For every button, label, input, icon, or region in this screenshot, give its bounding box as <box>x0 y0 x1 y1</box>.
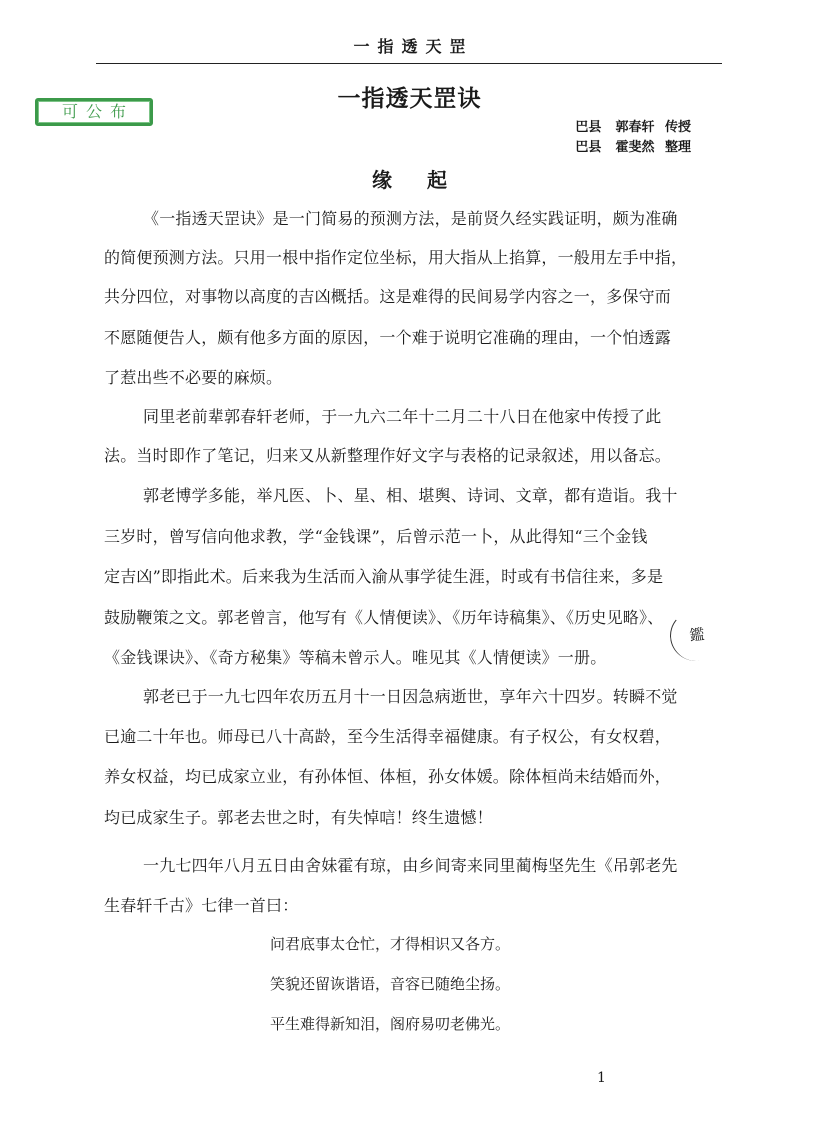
text-line: 了惹出些不必要的麻烦。 <box>104 368 283 387</box>
byline-county: 巴县 <box>575 140 602 155</box>
text-line: 养女权益，均已成家立业，有孙体恒、体桓，孙女体媛。除体桓尚未结婚而外， <box>104 767 672 786</box>
text-line: 《金钱课诀》、《奇方秘集》等稿未曾示人。唯见其《人情便读》一册。 <box>104 648 607 667</box>
text-line: 郭老已于一九七四年农历五月十一日因急病逝世，享年六十四岁。转瞬不觉 <box>143 687 678 706</box>
byline-role: 传授 <box>664 120 691 135</box>
text-line: 郭老博学多能，举凡医、卜、星、相、堪舆、诗词、文章，都有造诣。我十 <box>143 486 678 505</box>
text-line: 共分四位，对事物以高度的吉凶概括。这是难得的民间易学内容之一，多保守而 <box>104 287 672 306</box>
text-line: 生春轩千古》七律一首曰： <box>104 896 299 915</box>
byline-name: 霍斐然 <box>615 140 655 155</box>
text-line: 鼓励鞭策之文。郭老曾言，他写有《人情便读》、《历年诗稿集》、《历史见略》、 <box>104 608 664 627</box>
byline-name: 郭春轩 <box>615 120 655 135</box>
text-line: 不愿随便告人，颇有他多方面的原因，一个难于说明它准确的理由，一个怕透露 <box>104 328 672 347</box>
approval-stamp: 可公布 <box>35 98 153 126</box>
poem-line: 平生难得新知泪，阁府易叨老佛光。 <box>270 1015 511 1033</box>
text-line: 均已成家生子。郭老去世之时，有失悼唁！终生遗憾！ <box>104 808 493 827</box>
byline-transmitter <box>575 116 691 135</box>
handwritten-margin-note: 鑑 <box>667 607 725 663</box>
text-line: 同里老前辈郭春轩老师，于一九六二年十二月二十八日在他家中传授了此 <box>143 407 662 426</box>
text-line: 一九七四年八月五日由舍妹霍有琼，由乡间寄来同里蔺梅坚先生《吊郭老先 <box>143 856 678 875</box>
text-line: 三岁时，曾写信向他求教，学“金钱课”，后曾示范一卜，从此得知“三个金钱 <box>104 527 648 546</box>
byline-editor <box>575 136 691 155</box>
poem-line: 问君底事太仓忙，才得相识又各方。 <box>270 935 511 953</box>
text-line: 《一指透天罡诀》是一门简易的预测方法，是前贤久经实践证明，颇为准确 <box>143 209 678 228</box>
byline-role: 整理 <box>664 140 691 155</box>
document-title: 一指透天罡诀 <box>337 85 482 112</box>
poem-line: 笑貌还留诙谐语，音容已随绝尘扬。 <box>270 975 511 993</box>
page-number: 1 <box>597 1070 606 1086</box>
text-line: 法。当时即作了笔记，归来又从新整理作好文字与表格的记录叙述，用以备忘。 <box>104 446 672 465</box>
text-line: 的简便预测方法。只用一根中指作定位坐标，用大指从上掐算，一般用左手中指， <box>104 248 688 267</box>
section-heading: 缘 起 <box>372 168 461 192</box>
text-line: 定吉凶”即指此术。后来我为生活而入渝从事学徒生涯，时或有书信往来，多是 <box>104 567 664 586</box>
byline-county: 巴县 <box>575 120 602 135</box>
header-rule <box>96 63 722 64</box>
text-line: 已逾二十年也。师母已八十高龄，至今生活得幸福健康。有子权公，有女权碧， <box>104 727 672 746</box>
running-header: 一指透天罡 <box>353 37 474 56</box>
